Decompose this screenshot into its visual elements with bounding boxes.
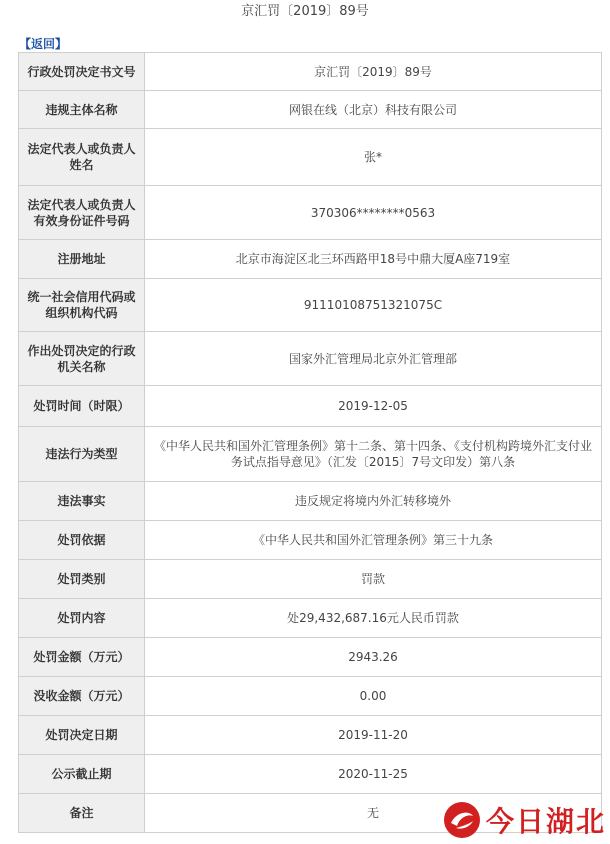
table-row (19, 599, 602, 638)
table-row (19, 755, 602, 794)
row-label: 没收金额（万元） (19, 677, 145, 716)
row-value: 张* (145, 129, 602, 186)
table-row (19, 482, 602, 521)
row-value: 0.00 (145, 677, 602, 716)
table-row (19, 560, 602, 599)
row-label: 法定代表人或负责人有效身份证件号码 (19, 186, 145, 240)
row-label: 处罚时间（时限） (19, 386, 145, 427)
row-value: 91110108751321075C (145, 279, 602, 332)
watermark-text: 今日湖北 (485, 805, 606, 838)
row-value: 罚款 (145, 560, 602, 599)
row-label: 处罚决定日期 (19, 716, 145, 755)
table-row (19, 638, 602, 677)
row-value: 2020-11-25 (145, 755, 602, 794)
row-label: 处罚内容 (19, 599, 145, 638)
row-label: 统一社会信用代码或组织机构代码 (19, 279, 145, 332)
table-row (19, 521, 602, 560)
row-label: 注册地址 (19, 240, 145, 279)
row-label: 法定代表人或负责人姓名 (19, 129, 145, 186)
row-label: 行政处罚决定书文号 (19, 53, 145, 91)
row-value: 网银在线（北京）科技有限公司 (145, 91, 602, 129)
row-value: 违反规定将境内外汇转移境外 (145, 482, 602, 521)
table-row (19, 91, 602, 129)
row-label: 处罚金额（万元） (19, 638, 145, 677)
watermark (442, 800, 606, 840)
row-value: 北京市海淀区北三环西路甲18号中鼎大厦A座719室 (145, 240, 602, 279)
table-row (19, 129, 602, 186)
row-value: 京汇罚〔2019〕89号 (145, 53, 602, 91)
row-value: 国家外汇管理局北京外汇管理部 (145, 332, 602, 386)
red-circle-logo-icon (442, 800, 482, 840)
row-label: 处罚类别 (19, 560, 145, 599)
table-row (19, 53, 602, 91)
row-value: 2019-11-20 (145, 716, 602, 755)
row-value: 无 (145, 794, 602, 833)
table-row (19, 677, 602, 716)
page-title: 京汇罚〔2019〕89号 (241, 4, 369, 19)
row-label: 处罚依据 (19, 521, 145, 560)
row-value: 处29,432,687.16元人民币罚款 (145, 599, 602, 638)
table-row (19, 332, 602, 386)
row-value: 《中华人民共和国外汇管理条例》第十二条、第十四条、《支付机构跨境外汇支付业务试点指导意见》（汇发〔2015〕7号文印发）第八条 (145, 427, 602, 482)
row-value: 370306********0563 (145, 186, 602, 240)
row-value: 2943.26 (145, 638, 602, 677)
back-link[interactable]: 【返回】 (19, 37, 68, 51)
table-row (19, 240, 602, 279)
row-label: 作出处罚决定的行政机关名称 (19, 332, 145, 386)
row-value: 2019-12-05 (145, 386, 602, 427)
table-row (19, 386, 602, 427)
row-label: 违法事实 (19, 482, 145, 521)
row-label: 违规主体名称 (19, 91, 145, 129)
row-label: 备注 (19, 794, 145, 833)
table-row (19, 279, 602, 332)
row-value: 《中华人民共和国外汇管理条例》第三十九条 (145, 521, 602, 560)
row-label: 违法行为类型 (19, 427, 145, 482)
table-row (19, 427, 602, 482)
table-row (19, 716, 602, 755)
row-label: 公示截止期 (19, 755, 145, 794)
table-row (19, 186, 602, 240)
penalty-info-table (18, 52, 602, 833)
